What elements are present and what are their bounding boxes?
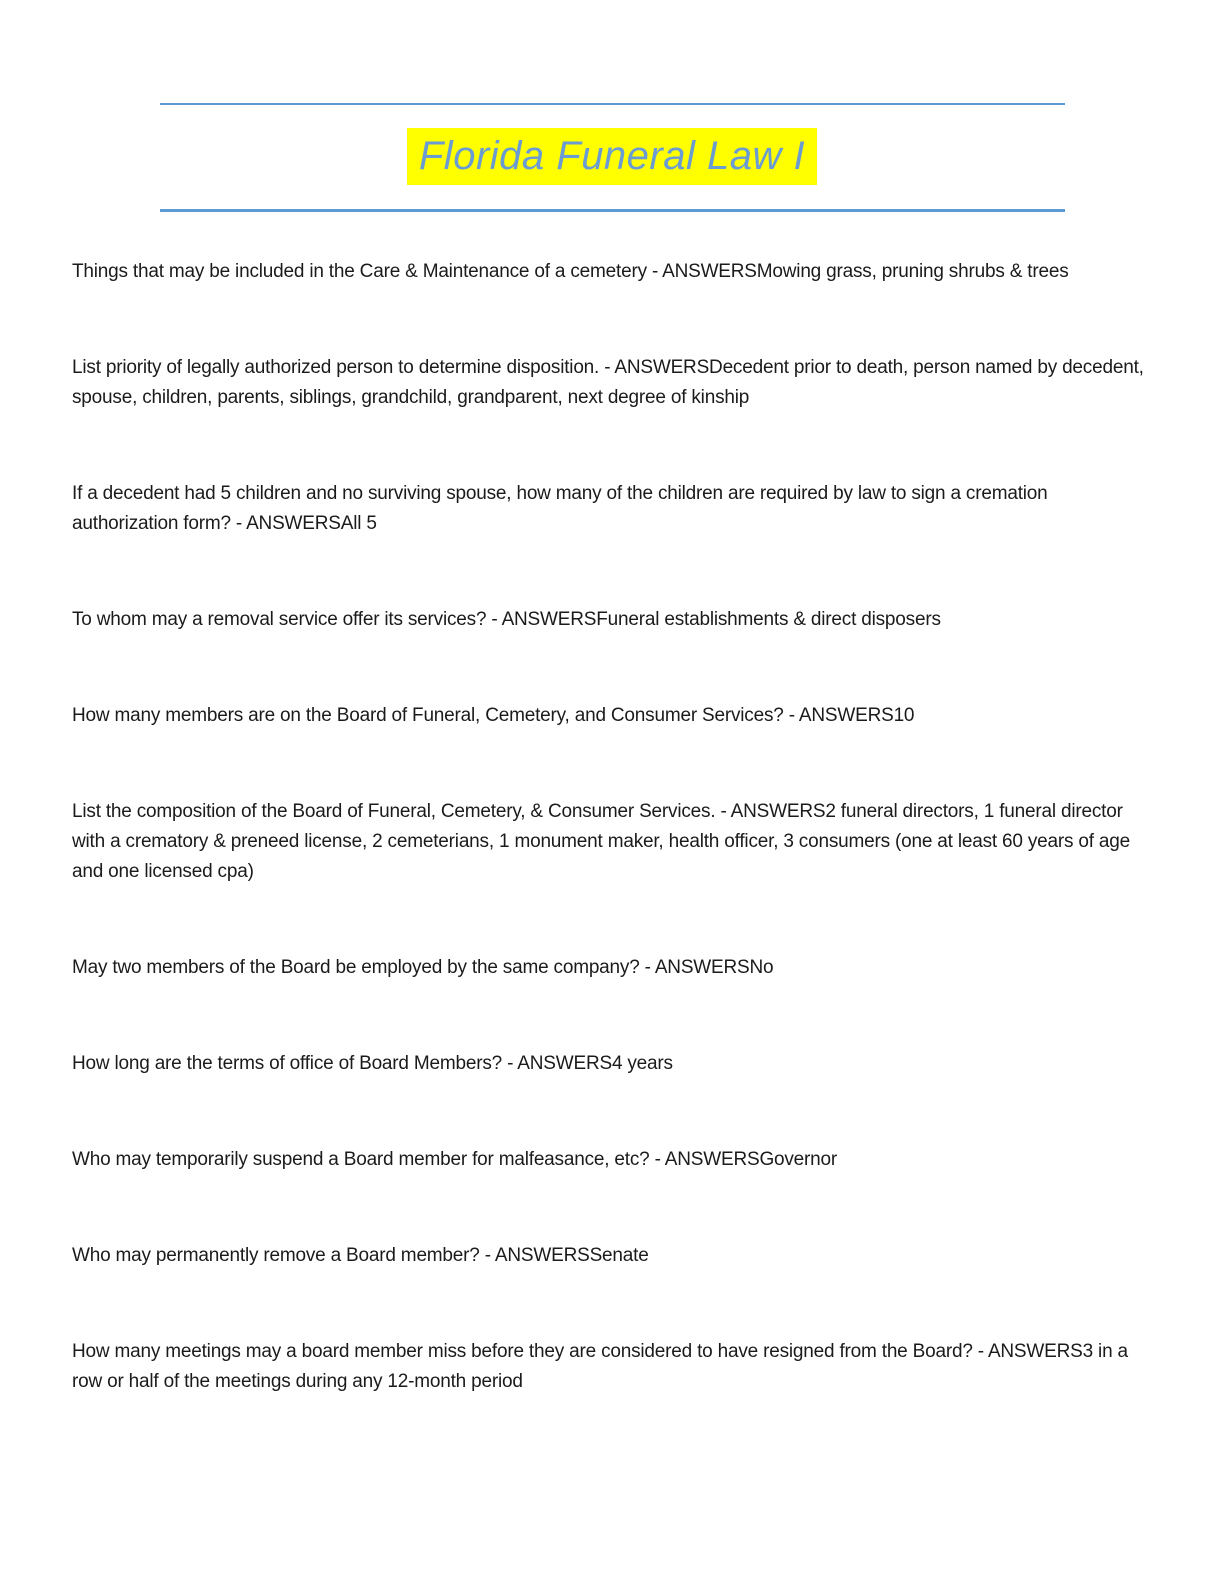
qa-item [72,953,1152,983]
qa-item [72,479,1152,539]
qa-item [72,701,1152,731]
qa-answer: 4 years [611,1053,673,1074]
answers-marker: - ANSWERS [230,513,341,534]
qa-question: How long are the terms of office of Board Members? [72,1053,503,1074]
qa-question: Who may temporarily suspend a Board member for malfeasance, etc? [72,1149,650,1170]
qa-question: List the composition of the Board of Funeral, Cemetery, & Consumer Services. [72,801,716,822]
qa-list [72,257,1152,1397]
qa-question: If a decedent had 5 children and no surviving spouse, how many of the children are required by law to sign a cremation authorization form? [72,483,1048,534]
answers-marker: - ANSWERS [486,609,597,630]
qa-item [72,257,1152,287]
answers-marker: - ANSWERS [502,1053,612,1074]
answers-marker: - ANSWERS [599,357,710,378]
qa-answer: Governor [759,1149,838,1170]
qa-item [72,797,1152,887]
qa-item [72,353,1152,413]
answers-marker: - ANSWERS [639,957,750,978]
qa-answer: No [749,957,774,978]
qa-question: How many members are on the Board of Funeral, Cemetery, and Consumer Services? [72,705,784,726]
qa-item [72,605,1152,635]
qa-answer: Mowing grass, pruning shrubs & trees [756,261,1069,282]
qa-question: Things that may be included in the Care & Maintenance of a cemetery [72,261,647,282]
answers-marker: - ANSWERS [479,1245,590,1266]
qa-question: How many meetings may a board member miss before they are considered to have resigned from the Board? [72,1341,973,1362]
qa-answer: Funeral establishments & direct disposers [596,609,941,630]
qa-item [72,1337,1152,1397]
qa-answer: 3 in a row or half of the meetings during any 12-month period [72,1341,1128,1392]
qa-item [72,1241,1152,1271]
qa-answer: 2 funeral directors, 1 funeral director with a crematory & preneed license, 2 cemeterians, 1 monument maker, health officer, 3 consumers (one at least 60 years of age and one licensed cpa) [72,801,1131,882]
title-inner [160,105,1065,209]
answers-marker: - ANSWERS [715,801,826,822]
qa-item [72,1049,1152,1079]
qa-question: May two members of the Board be employed by the same company? [72,957,640,978]
page-title: Florida Funeral Law I [407,128,817,185]
qa-answer: Senate [589,1245,649,1266]
answers-marker: - ANSWERS [783,705,894,726]
qa-answer: 10 [893,705,915,726]
qa-answer: All 5 [340,513,377,534]
qa-question: List priority of legally authorized person to determine disposition. [72,357,600,378]
qa-question: Who may permanently remove a Board member? [72,1245,480,1266]
answers-marker: - ANSWERS [972,1341,1083,1362]
title-bottom-rule [160,209,1065,212]
qa-question: To whom may a removal service offer its services? [72,609,487,630]
title-section [160,0,1065,212]
qa-answer: Decedent prior to death, person named by decedent, spouse, children, parents, siblings, grandchild, grandparent, next degree of kinship [72,357,1144,408]
qa-item [72,1145,1152,1175]
answers-marker: - ANSWERS [646,261,757,282]
answers-marker: - ANSWERS [649,1149,760,1170]
